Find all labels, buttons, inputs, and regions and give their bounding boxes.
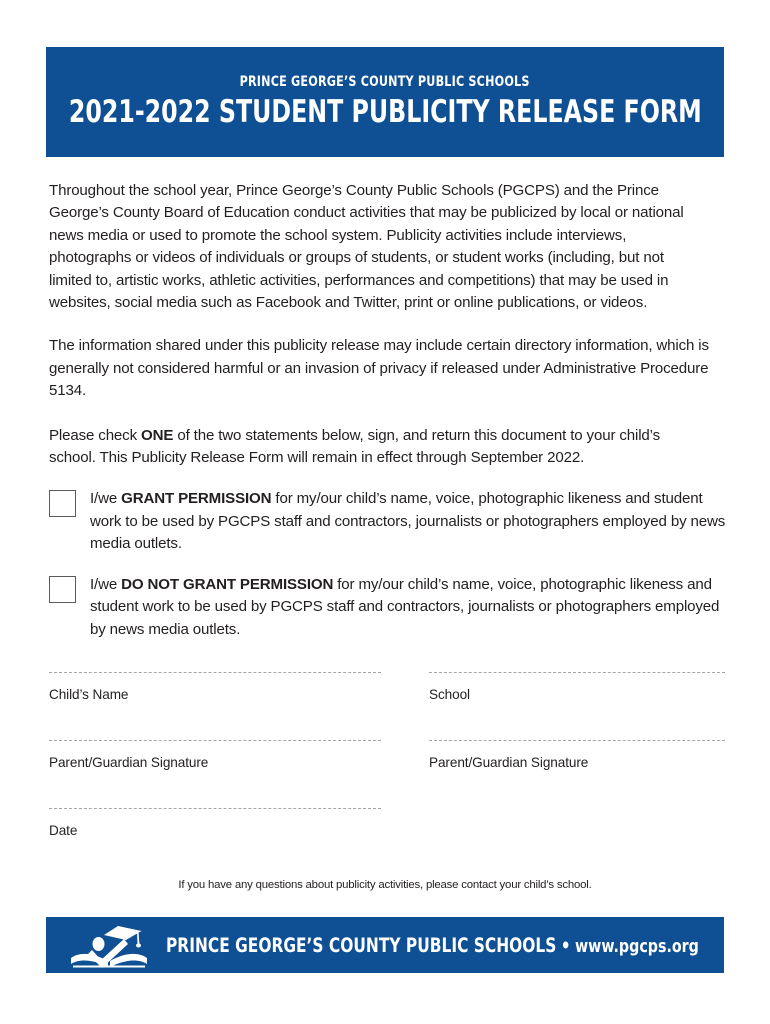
paragraph-instructions (49, 425, 704, 470)
school-label: School (429, 687, 470, 702)
statement-grant-permission[interactable] (49, 488, 727, 555)
field-parent-signature-1[interactable] (49, 740, 381, 772)
statement-rest: for my/our child’s name, voice, photographic likeness and student work to be used by PGCPS staff and contractors, journalists or photographers employed by news media outlets. (90, 490, 726, 553)
document-header-banner (46, 47, 724, 157)
paragraph-directory-info: The information shared under this publicity release may include certain directory information, which is generally not considered harmful or an invasion of privacy if released under Administrative Procedure 5134. (49, 337, 709, 400)
parent-signature-1-input-line[interactable] (49, 740, 381, 741)
parent-signature-2-label: Parent/Guardian Signature (429, 755, 589, 770)
page-title: 2021-2022 STUDENT PUBLICITY RELEASE FORM (68, 94, 702, 130)
statement-rest: for my/our child’s name, voice, photographic likeness and student work to be used by PGCPS staff and contractors, journalists or photographers employed by news media outlets. (90, 575, 720, 638)
signature-section (49, 672, 727, 876)
footer-separator: • (560, 933, 571, 957)
statement-deny-permission-text (90, 574, 727, 641)
signature-row-2 (49, 740, 727, 772)
footer-organization: PRINCE GEORGE’S COUNTY PUBLIC SCHOOLS (166, 933, 557, 957)
instructions-emphasis: ONE (141, 426, 174, 444)
contact-footnote: If you have any questions about publicity activities, please contact your child’s school. (178, 879, 592, 891)
footer-text (166, 934, 699, 957)
signature-row-1 (49, 672, 727, 704)
school-input-line[interactable] (429, 672, 725, 673)
childs-name-input-line[interactable] (49, 672, 381, 673)
document-body (49, 180, 727, 659)
statement-emphasis: DO NOT GRANT PERMISSION (121, 575, 334, 593)
instructions-lead: Please check (49, 426, 142, 444)
checkbox-grant-permission[interactable] (49, 490, 76, 517)
statement-grant-permission-text (90, 488, 727, 555)
field-childs-name[interactable] (49, 672, 381, 704)
statement-lead: I/we (90, 490, 122, 508)
statement-emphasis: GRANT PERMISSION (121, 490, 272, 508)
parent-signature-1-label: Parent/Guardian Signature (49, 755, 209, 770)
field-date[interactable] (49, 808, 381, 840)
date-label: Date (49, 823, 78, 838)
header-organization-name: PRINCE GEORGE’S COUNTY PUBLIC SCHOOLS (239, 74, 531, 90)
signature-row-3 (49, 808, 727, 840)
permission-statements (49, 488, 727, 640)
pgcps-graduate-book-logo-icon (70, 922, 150, 968)
statement-lead: I/we (90, 575, 122, 593)
field-parent-signature-2[interactable] (429, 740, 727, 772)
instructions-rest: of the two statements below, sign, and return this document to your child’s school. This Publicity Release Form will remain in effect through September 2022. (49, 426, 660, 467)
footer-website[interactable]: www.pgcps.org (575, 935, 699, 957)
field-school[interactable] (429, 672, 727, 704)
date-input-line[interactable] (49, 808, 381, 809)
parent-signature-2-input-line[interactable] (429, 740, 725, 741)
paragraph-intro: Throughout the school year, Prince George’s County Public Schools (PGCPS) and the Prince George’s County Board of Education conduct activities that may be publicized by local or national news media or used to promote the school system. Publicity activities include interviews, photographs or videos of individuals or groups of students, or student works (including, but not limited to, artistic works, athletic activities, performances and competitions) that may be used in websites, social media such as Facebook and Twitter, print or online publications, or videos. (49, 182, 684, 312)
checkbox-deny-permission[interactable] (49, 576, 76, 603)
statement-deny-permission[interactable] (49, 574, 727, 641)
childs-name-label: Child’s Name (49, 687, 129, 702)
document-footer-banner (46, 917, 724, 973)
